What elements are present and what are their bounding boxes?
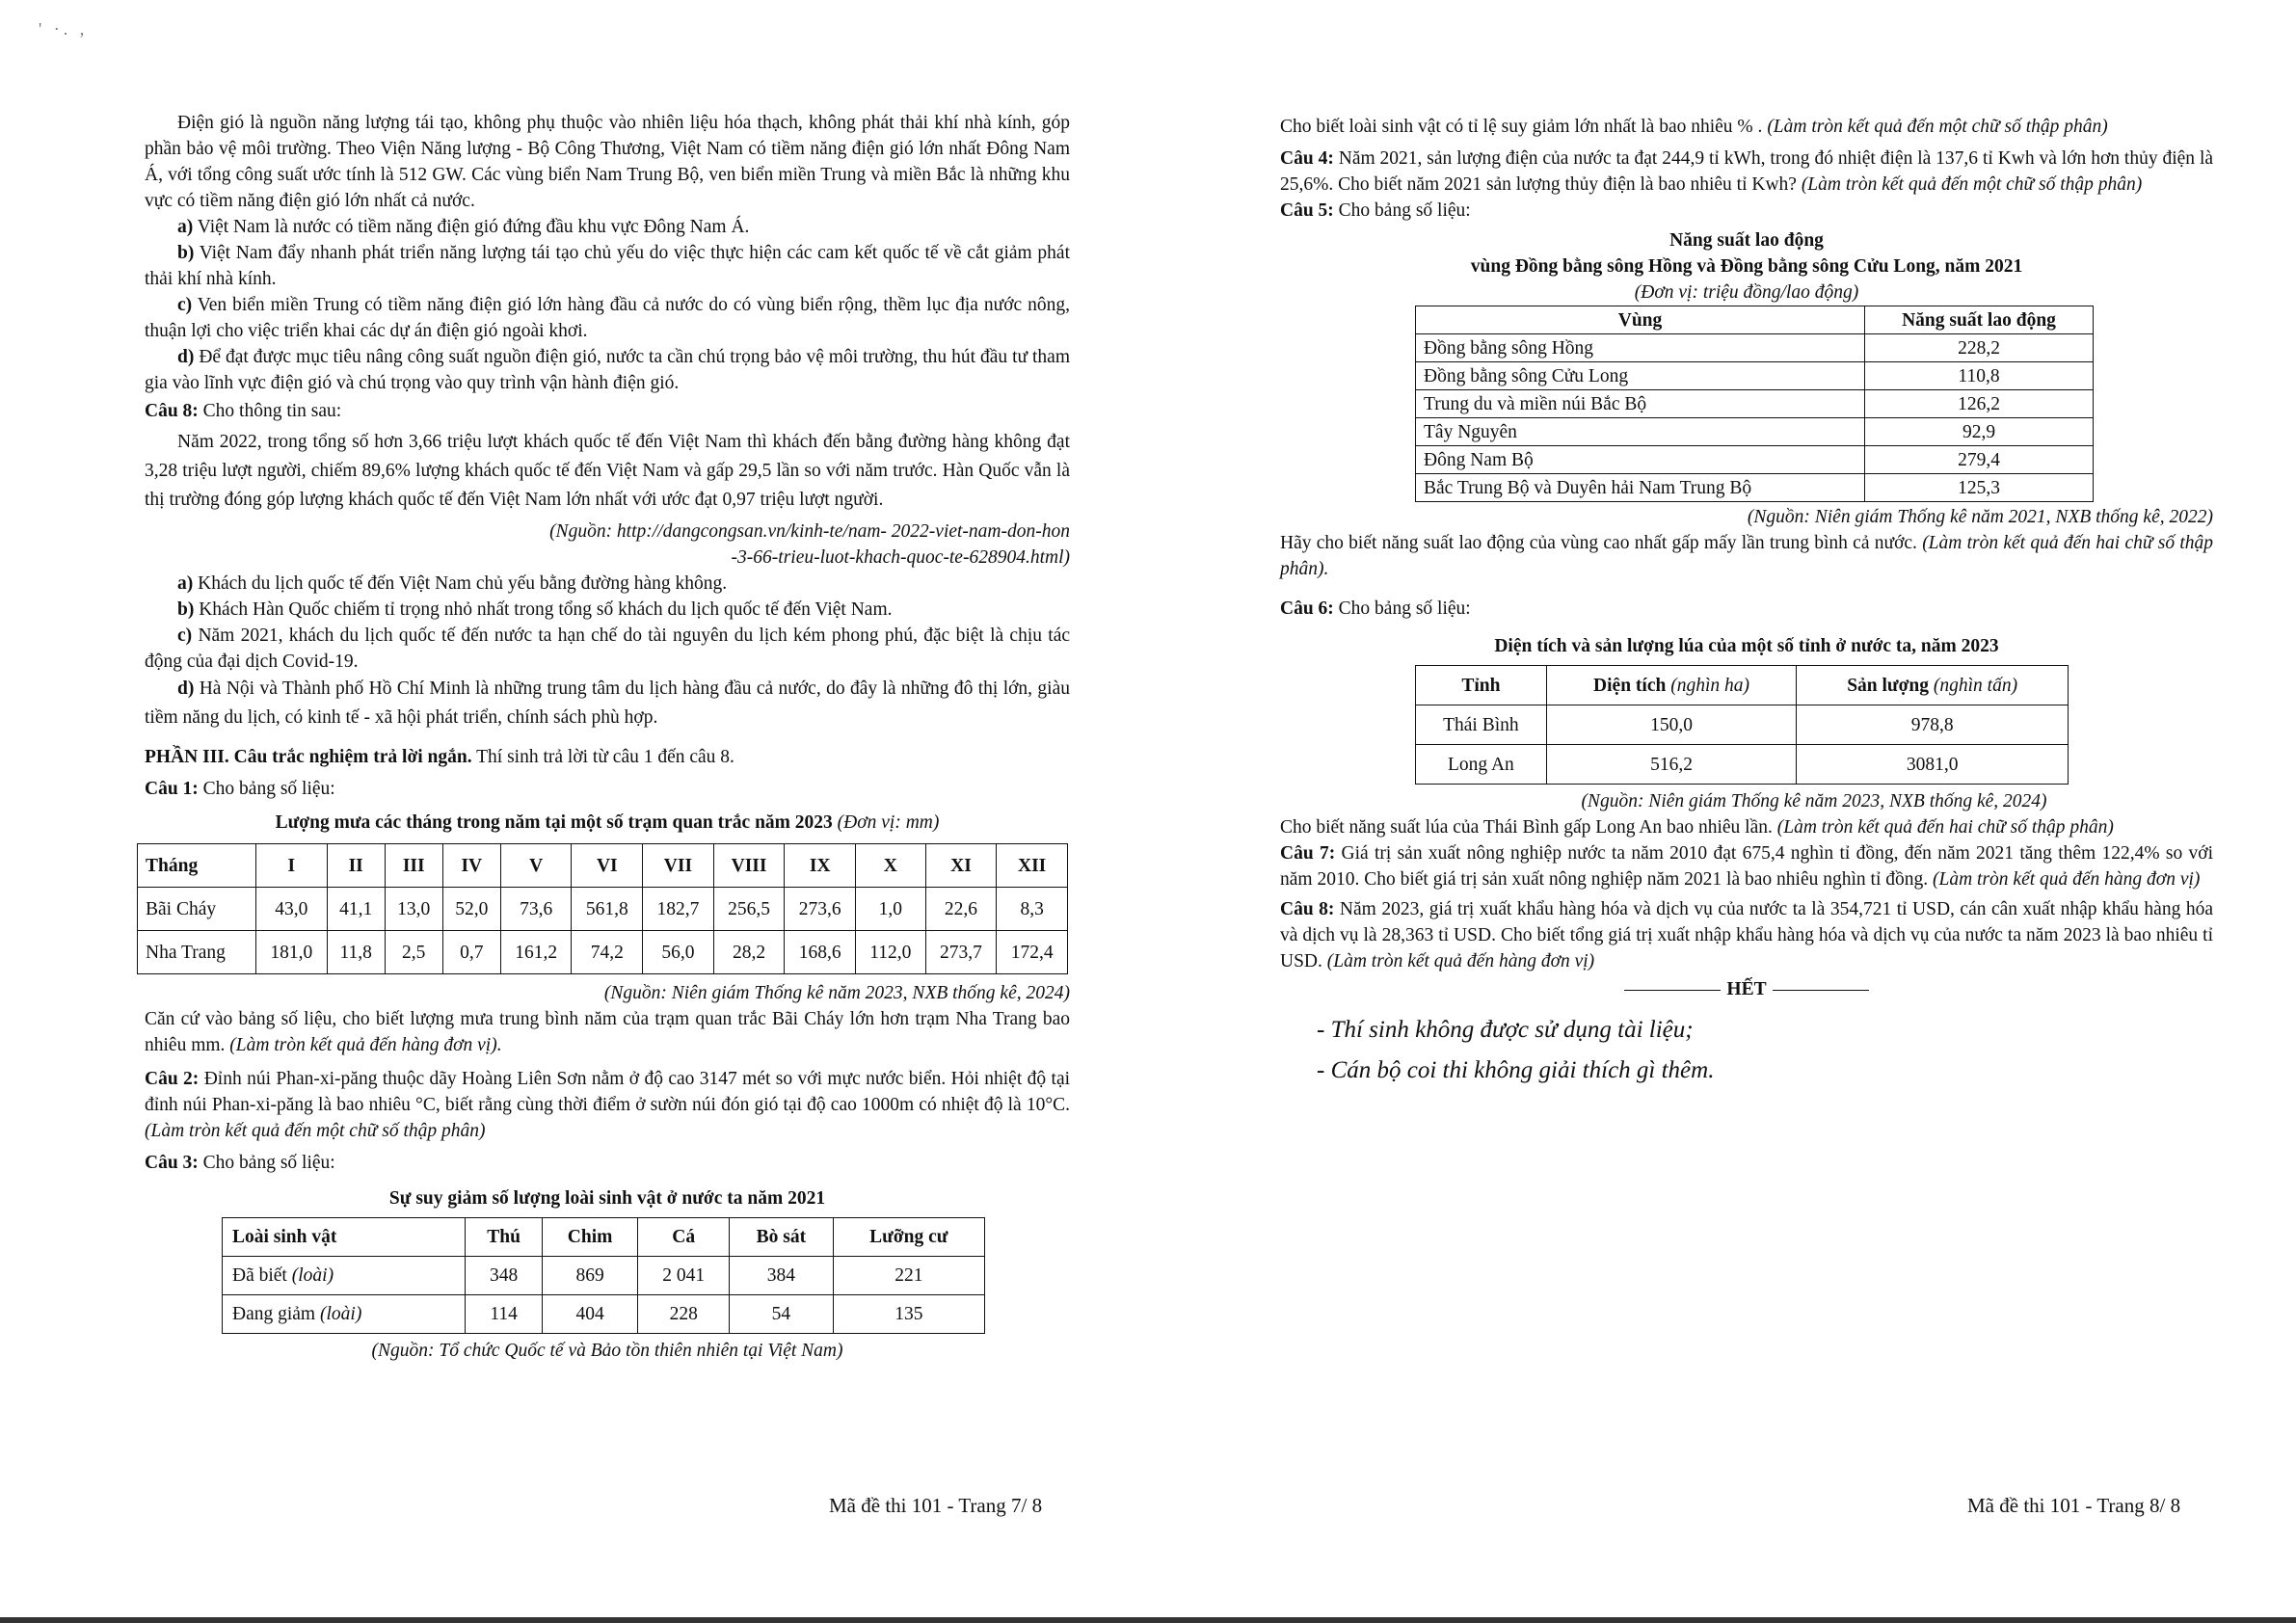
table-header-cell: Chim [542, 1218, 637, 1257]
table-header-cell: Lưỡng cư [833, 1218, 984, 1257]
table-header-cell: XII [997, 844, 1068, 888]
table-cell [223, 1257, 466, 1295]
table-header-cell: Vùng [1416, 306, 1865, 334]
table-header-cell: VIII [713, 844, 785, 888]
table-cell: 150,0 [1546, 705, 1797, 745]
option-label: b) [177, 243, 195, 263]
table-cell: 404 [542, 1295, 637, 1334]
tourism-option-c [145, 623, 1070, 675]
rain-caption-unit: (Đơn vị: mm) [837, 812, 940, 833]
tourism-source-line-2: -3-66-trieu-luot-khach-quoc-te-628904.html) [731, 547, 1070, 568]
prod-table-caption-1: Năng suất lao động [1669, 230, 1824, 251]
table-header-cell: Bò sát [730, 1218, 834, 1257]
table-header-cell: III [385, 844, 442, 888]
table-cell: 384 [730, 1257, 834, 1295]
table-header-cell: IX [785, 844, 856, 888]
table-cell: 1,0 [856, 888, 926, 931]
question-6-text [1280, 814, 2213, 840]
question-note: (Làm tròn kết quả đến một chữ số thập phân) [145, 1121, 486, 1141]
table-header-cell: X [856, 844, 926, 888]
table-cell: 228 [638, 1295, 730, 1334]
table-cell: 135 [833, 1295, 984, 1334]
table-cell: 8,3 [997, 888, 1068, 931]
table-header-row [138, 844, 1068, 888]
table-cell: 13,0 [385, 888, 442, 931]
table-cell: 125,3 [1865, 474, 2094, 502]
option-text: Để đạt được mục tiêu nâng công suất nguồn điện gió, nước ta cần chú trọng bảo vệ môi trường, thu hút đầu tư tham gia vào lĩnh vực điện gió và chú trọng vào quy trình vận hành điện gió. [145, 347, 1071, 393]
question-text: Năm 2023, giá trị xuất khẩu hàng hóa và dịch vụ của nước ta là 354,721 tỉ USD, cán cân xuất nhập khẩu hàng hóa và dịch vụ là 28,363 tỉ USD. Cho biết tổng giá trị xuất nhập khẩu hàng hóa và dịch vụ của nước ta năm 2023 là bao nhiêu tỉ USD. [1280, 899, 2213, 971]
question-label: Câu 1: [145, 779, 199, 799]
bio-table-caption: Sự suy giảm số lượng loài sinh vật ở nước ta năm 2021 [388, 1188, 826, 1209]
option-text: Khách Hàn Quốc chiếm tỉ trọng nhỏ nhất trong tổng số khách du lịch quốc tế đến Việt Nam. [199, 599, 893, 620]
table-header-cell: V [500, 844, 572, 888]
table-row [223, 1295, 985, 1334]
table-cell: Nha Trang [138, 931, 256, 974]
question-text: Đỉnh núi Phan-xi-păng thuộc dãy Hoàng Liên Sơn nằm ở độ cao 3147 mét so với mực nước biển. Hỏi nhiệt độ tại đỉnh núi Phan-xi-păng là bao nhiêu °C, biết rằng cùng thời điểm ở sườn núi đón gió tại độ cao 1000m có nhiệt độ là 10°C. [145, 1069, 1071, 1115]
table-cell: 0,7 [442, 931, 500, 974]
question-intro: Cho bảng số liệu: [202, 779, 335, 799]
tourism-paragraph: Năm 2022, trong tổng số hơn 3,66 triệu lượt khách quốc tế đến Việt Nam thì khách đến bằng đường hàng không đạt 3,28 triệu lượt người, chiếm 89,6% lượng khách quốc tế đến Việt Nam và gấp 29,5 lần so với năm trước. Hàn Quốc vẫn là thị trường đóng góp lượng khách quốc tế đến Việt Nam lớn nhất với ước đạt 0,97 triệu lượt người. [145, 432, 1070, 510]
option-text: Khách du lịch quốc tế đến Việt Nam chủ yếu bằng đường hàng không. [198, 573, 728, 594]
table-row [1416, 418, 2094, 446]
table-cell: 273,7 [925, 931, 997, 974]
table-cell: 54 [730, 1295, 834, 1334]
option-text: Hà Nội và Thành phố Hồ Chí Minh là những trung tâm du lịch hàng đầu cả nước, do đây là những đô thị lớn, giàu tiềm năng du lịch, có kinh tế - xã hội phát triển, chính sách phù hợp. [145, 678, 1070, 728]
table-cell: 73,6 [500, 888, 572, 931]
prod-table [1415, 306, 2094, 502]
table-cell: 869 [542, 1257, 637, 1295]
table-cell: 52,0 [442, 888, 500, 931]
table-cell: 110,8 [1865, 362, 2094, 390]
question-intro: Cho bảng số liệu: [202, 1153, 335, 1173]
table-header-cell [1797, 666, 2069, 705]
part-3-title: PHẦN III. Câu trắc nghiệm trả lời ngắn. [145, 747, 472, 767]
tourism-option-b [145, 597, 1070, 623]
question-note: (Làm tròn kết quả đến hàng đơn vị) [1326, 951, 1595, 971]
question-8 [145, 398, 1070, 424]
option-label: d) [177, 347, 195, 367]
bio-table-source: (Nguồn: Tổ chức Quốc tế và Bảo tồn thiên nhiên tại Việt Nam) [371, 1341, 843, 1361]
tourism-option-a [145, 571, 1070, 597]
question-text: Cho biết năng suất lúa của Thái Bình gấp Long An bao nhiêu lần. [1280, 817, 1773, 838]
question-note: (Làm tròn kết quả đến hai chữ số thập phân). [1280, 533, 2214, 579]
prod-table-caption-2: vùng Đồng bằng sông Hồng và Đồng bằng sông Cửu Long, năm 2021 [1470, 256, 2023, 277]
question-label: Câu 5: [1280, 200, 1334, 221]
page-8 [1148, 0, 2296, 1623]
scan-mark: ' ·. , [39, 19, 89, 39]
question-1 [145, 776, 1070, 802]
option-label: c) [177, 625, 193, 646]
rain-table-source: (Nguồn: Niên giám Thống kê năm 2023, NXB thống kê, 2024) [603, 983, 1070, 1003]
table-cell: Đồng bằng sông Hồng [1416, 334, 1865, 362]
question-label: Câu 8: [145, 401, 199, 421]
header-unit: (nghìn ha) [1670, 675, 1749, 696]
option-text: Ven biển miền Trung có tiềm năng điện gió lớn hàng đầu cả nước do có vùng biển rộng, thềm lục địa nước nông, thuận lợi cho việc triển khai các dự án điện gió ngoài khơi. [145, 295, 1070, 341]
row-name: Đã biết [232, 1265, 287, 1286]
table-row [138, 888, 1068, 931]
bio-table [222, 1217, 985, 1334]
table-cell: 348 [466, 1257, 543, 1295]
question-text: Giá trị sản xuất nông nghiệp nước ta năm 2010 đạt 675,4 nghìn tỉ đồng, đến năm 2021 tăng thêm 122,4% so với năm 2010. Cho biết giá trị sản xuất nông nghiệp năm 2021 là bao nhiêu nghìn tỉ đồng. [1280, 843, 2214, 890]
table-row [223, 1257, 985, 1295]
question-label: Câu 6: [1280, 599, 1334, 619]
question-note: (Làm tròn kết quả đến một chữ số thập phân) [1801, 174, 2143, 195]
tourism-source-line-1: (Nguồn: http://dangcongsan.vn/kinh-te/nam- 2022-viet-nam-don-hon [549, 521, 1070, 542]
wind-option-c [145, 292, 1070, 344]
table-row [1416, 474, 2094, 502]
table-cell: 279,4 [1865, 446, 2094, 474]
question-note: (Làm tròn kết quả đến một chữ số thập phân) [1767, 117, 2108, 137]
table-header-cell: Năng suất lao động [1865, 306, 2094, 334]
question-text: Căn cứ vào bảng số liệu, cho biết lượng mưa trung bình năm của trạm quan trắc Bãi Cháy lớn hơn trạm Nha Trang bao nhiêu mm. [145, 1009, 1070, 1055]
table-cell: 181,0 [256, 931, 328, 974]
table-header-cell [1416, 666, 1547, 705]
option-text: Năm 2021, khách du lịch quốc tế đến nước ta hạn chế do tài nguyên du lịch kém phong phú, đặc biệt là chịu tác động của đại dịch Covid-19. [145, 625, 1071, 672]
table-cell: 561,8 [572, 888, 643, 931]
option-text: Việt Nam là nước có tiềm năng điện gió đứng đầu khu vực Đông Nam Á. [197, 217, 750, 237]
header-name: Sản lượng [1847, 675, 1930, 696]
question-intro: Cho bảng số liệu: [1338, 599, 1471, 619]
table-header-cell: Thú [466, 1218, 543, 1257]
header-unit: (nghìn tấn) [1933, 675, 2018, 696]
tourism-option-d [145, 675, 1070, 732]
table-row [1416, 745, 2069, 785]
table-header-row [1416, 666, 2069, 705]
page-7-content [145, 110, 1070, 1364]
option-label: d) [177, 678, 195, 699]
table-cell: 112,0 [856, 931, 926, 974]
table-cell: 41,1 [327, 888, 385, 931]
table-header-cell: VII [643, 844, 714, 888]
prod-table-source: (Nguồn: Niên giám Thống kê năm 2021, NXB thống kê, 2022) [1747, 507, 2213, 527]
table-header-cell: VI [572, 844, 643, 888]
note-2: - Cán bộ coi thi không giải thích gì thêm. [1317, 1057, 1715, 1083]
table-cell: 228,2 [1865, 334, 2094, 362]
page-8-content [1280, 114, 2213, 1091]
table-header-row [223, 1218, 985, 1257]
question-1-text [145, 1006, 1070, 1058]
table-cell: Đông Nam Bộ [1416, 446, 1865, 474]
row-unit: (loài) [319, 1304, 362, 1324]
part-3-instruction: Thí sinh trả lời từ câu 1 đến câu 8. [476, 747, 734, 767]
wind-option-b [145, 240, 1070, 292]
table-cell: 114 [466, 1295, 543, 1334]
scan-bottom-edge [0, 1617, 2296, 1623]
table-header-cell: I [256, 844, 328, 888]
table-row [1416, 334, 2094, 362]
table-cell: 43,0 [256, 888, 328, 931]
option-text: Việt Nam đẩy nhanh phát triển năng lượng tái tạo chủ yếu do việc thực hiện các cam kết quốc tế về cắt giảm phát thải khí nhà kính. [145, 243, 1070, 289]
question-label: Câu 3: [145, 1153, 199, 1173]
table-cell: 978,8 [1797, 705, 2069, 745]
question-note: (Làm tròn kết quả đến hai chữ số thập phân) [1776, 817, 2114, 838]
question-label: Câu 4: [1280, 148, 1334, 169]
table-cell: Bắc Trung Bộ và Duyên hải Nam Trung Bộ [1416, 474, 1865, 502]
option-label: a) [177, 573, 194, 594]
rain-table [137, 843, 1068, 974]
table-cell: 22,6 [925, 888, 997, 931]
table-header-cell: Loài sinh vật [223, 1218, 466, 1257]
table-row [1416, 390, 2094, 418]
table-cell: 11,8 [327, 931, 385, 974]
table-cell: 56,0 [643, 931, 714, 974]
table-cell: 161,2 [500, 931, 572, 974]
rice-table [1415, 665, 2069, 785]
table-cell: Tây Nguyên [1416, 418, 1865, 446]
table-header-cell: IV [442, 844, 500, 888]
rice-table-source: (Nguồn: Niên giám Thống kê năm 2023, NXB thống kê, 2024) [1581, 791, 2047, 812]
table-row [1416, 446, 2094, 474]
table-cell: 256,5 [713, 888, 785, 931]
question-label: Câu 2: [145, 1069, 200, 1089]
table-cell: 2 041 [638, 1257, 730, 1295]
question-4 [1280, 146, 2213, 198]
table-header-cell: Tháng [138, 844, 256, 888]
table-cell: 3081,0 [1797, 745, 2069, 785]
row-name: Đang giảm [232, 1304, 316, 1324]
rice-table-caption: Diện tích và sản lượng lúa của một số tỉnh ở nước ta, năm 2023 [1494, 636, 1999, 656]
table-cell: 2,5 [385, 931, 442, 974]
table-cell: Bãi Cháy [138, 888, 256, 931]
question-2 [145, 1066, 1070, 1144]
rain-table-caption [145, 810, 1070, 836]
option-label: b) [177, 599, 195, 620]
table-cell: 92,9 [1865, 418, 2094, 446]
wind-option-a [145, 214, 1070, 240]
option-label: c) [177, 295, 193, 315]
table-cell: Trung du và miền núi Bắc Bộ [1416, 390, 1865, 418]
rain-caption-title: Lượng mưa các tháng trong năm tại một số trạm quan trắc năm 2023 [275, 812, 833, 833]
part-3-heading [145, 744, 1070, 770]
question-5 [1280, 198, 2213, 224]
note-1: - Thí sinh không được sử dụng tài liệu; [1317, 1017, 1694, 1043]
table-cell: 168,6 [785, 931, 856, 974]
header-name: Diện tích [1593, 675, 1667, 696]
table-cell: Đồng bằng sông Cửu Long [1416, 362, 1865, 390]
table-header-cell: XI [925, 844, 997, 888]
question-note: (Làm tròn kết quả đến hàng đơn vị). [229, 1035, 502, 1055]
table-cell: Long An [1416, 745, 1547, 785]
divider [1624, 990, 1721, 991]
question-label: Câu 7: [1280, 843, 1336, 864]
table-row [1416, 705, 2069, 745]
table-cell: 74,2 [572, 931, 643, 974]
table-header-cell: II [327, 844, 385, 888]
table-cell: 182,7 [643, 888, 714, 931]
table-cell: 516,2 [1546, 745, 1797, 785]
table-cell: Thái Bình [1416, 705, 1547, 745]
row-unit: (loài) [291, 1265, 334, 1286]
table-cell: 28,2 [713, 931, 785, 974]
end-label: HẾT [1726, 979, 1767, 999]
page-footer: Mã đề thi 101 - Trang 8/ 8 [1967, 1494, 2181, 1517]
question-3-text [1280, 114, 2213, 140]
wind-paragraph: Điện gió là nguồn năng lượng tái tạo, không phụ thuộc vào nhiên liệu hóa thạch, không phát thải khí nhà kính, góp phần bảo vệ môi trường. Theo Viện Năng lượng - Bộ Công Thương, Việt Nam có tiềm năng điện gió lớn nhất Đông Nam Á, với tổng công suất ước tính là 512 GW. Các vùng biển Nam Trung Bộ, ven biển miền Trung và miền Bắc là những khu vực có tiềm năng điện gió lớn nhất cả nước. [145, 113, 1070, 211]
question-note: (Làm tròn kết quả đến hàng đơn vị) [1933, 869, 2201, 890]
question-8 [1280, 896, 2213, 974]
question-label: Câu 8: [1280, 899, 1335, 919]
page-footer: Mã đề thi 101 - Trang 7/ 8 [829, 1494, 1043, 1517]
question-7 [1280, 840, 2213, 892]
question-text: Năm 2021, sản lượng điện của nước ta đạt 244,9 tỉ kWh, trong đó nhiệt điện là 137,6 tỉ Kwh và lớn hơn thủy điện là 25,6%. Cho biết năm 2021 sản lượng thủy điện là bao nhiêu tỉ Kwh? [1280, 148, 2214, 195]
table-cell [223, 1295, 466, 1334]
question-intro: Cho thông tin sau: [202, 401, 342, 421]
table-row [1416, 362, 2094, 390]
table-header-cell [1546, 666, 1797, 705]
question-text: Cho biết loài sinh vật có tỉ lệ suy giảm lớn nhất là bao nhiêu % . [1280, 117, 1763, 137]
wind-option-d [145, 344, 1070, 396]
option-label: a) [177, 217, 194, 237]
question-5-text [1280, 530, 2213, 582]
divider [1773, 990, 1869, 991]
end-marker [1280, 976, 2213, 1002]
header-name: Tỉnh [1461, 675, 1501, 696]
table-cell: 126,2 [1865, 390, 2094, 418]
question-6 [1280, 596, 2213, 622]
table-row [138, 931, 1068, 974]
question-intro: Cho bảng số liệu: [1338, 200, 1471, 221]
table-cell: 273,6 [785, 888, 856, 931]
table-cell: 172,4 [997, 931, 1068, 974]
table-header-cell: Cá [638, 1218, 730, 1257]
table-cell: 221 [833, 1257, 984, 1295]
question-3 [145, 1150, 1070, 1176]
table-header-row [1416, 306, 2094, 334]
question-text: Hãy cho biết năng suất lao động của vùng cao nhất gấp mấy lần trung bình cả nước. [1280, 533, 1917, 553]
prod-table-unit: (Đơn vị: triệu đồng/lao động) [1634, 282, 1859, 303]
